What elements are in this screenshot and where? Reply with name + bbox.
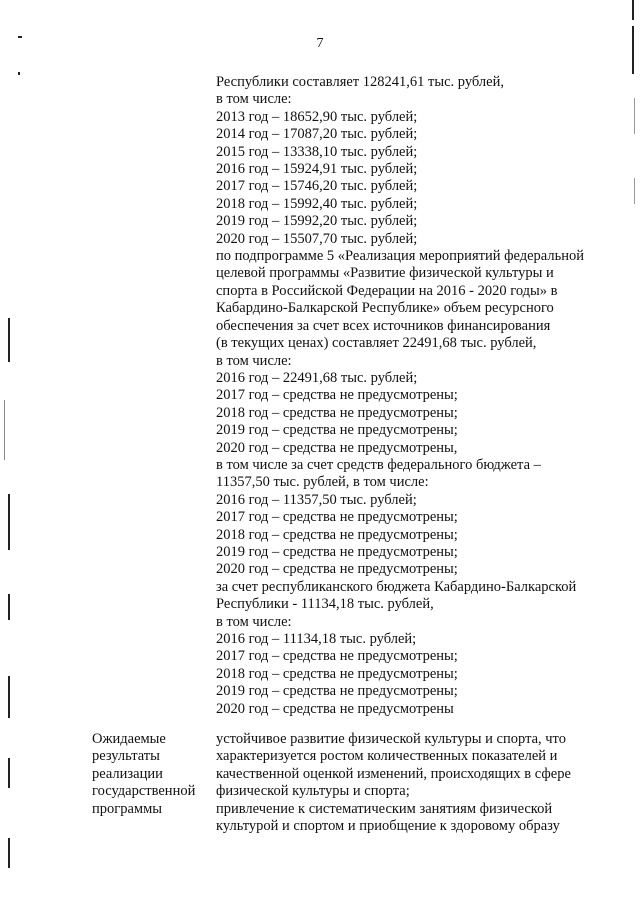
text-line: 2020 год – средства не предусмотрены; — [216, 561, 458, 578]
scan-mark — [8, 494, 10, 550]
scan-mark — [18, 36, 22, 38]
text-line: в том числе: — [216, 613, 292, 630]
text-line: качественной оценкой изменений, происходящих в сфере — [216, 765, 571, 782]
text-line: в том числе: — [216, 91, 292, 108]
text-line: 2016 год – 11357,50 тыс. рублей; — [216, 491, 417, 508]
scan-mark — [8, 594, 10, 620]
text-line: по подпрограмме 5 «Реализация мероприятий федеральной — [216, 248, 584, 265]
scan-mark — [632, 26, 634, 74]
scan-mark — [18, 72, 20, 75]
results-label — [92, 731, 212, 818]
text-line: 2018 год – средства не предусмотрены; — [216, 404, 458, 421]
text-line: 2019 год – 15992,20 тыс. рублей; — [216, 213, 418, 230]
text-line: 2016 год – 11134,18 тыс. рублей; — [216, 631, 417, 647]
text-line: 2015 год – 13338,10 тыс. рублей; — [216, 143, 418, 160]
scan-mark — [8, 318, 10, 362]
scan-mark — [632, 0, 634, 20]
scan-mark — [634, 98, 635, 134]
text-line: физической культуры и спорта; — [216, 783, 410, 800]
main-text-block — [216, 74, 616, 718]
text-line: 2018 год – средства не предусмотрены; — [216, 665, 458, 682]
label-line: Ожидаемые — [92, 731, 166, 747]
text-line: спорта в Российской Федерации на 2016 - 2020 годы» в — [216, 282, 558, 299]
text-line: 2018 год – 15992,40 тыс. рублей; — [216, 195, 418, 212]
text-line: устойчивое развитие физической культуры и спорта, что — [216, 731, 566, 747]
page-number: 7 — [316, 36, 324, 51]
text-line: Республики - 11134,18 тыс. рублей, — [216, 596, 434, 613]
text-line: 2019 год – средства не предусмотрены; — [216, 683, 458, 700]
label-line: реализации — [92, 765, 163, 782]
text-line: 2013 год – 18652,90 тыс. рублей; — [216, 108, 418, 125]
scan-mark — [8, 676, 10, 718]
text-line: привлечение к систематическим занятиям физической — [216, 800, 553, 817]
text-line: (в текущих ценах) составляет 22491,68 тыс. рублей, — [216, 335, 537, 352]
text-line: Кабардино-Балкарской Республике» объем ресурсного — [216, 300, 554, 317]
text-line: характеризуется ростом количественных показателей и — [216, 748, 558, 765]
text-line: 11357,50 тыс. рублей, в том числе: — [216, 474, 429, 491]
text-line: 2017 год – средства не предусмотрены; — [216, 648, 458, 665]
text-line: 2014 год – 17087,20 тыс. рублей; — [216, 126, 418, 143]
text-line: целевой программы «Развитие физической культуры и — [216, 265, 554, 282]
text-line: в том числе за счет средств федерального бюджета – — [216, 456, 541, 473]
text-line: 2020 год – средства не предусмотрены, — [216, 439, 458, 456]
text-line: обеспечения за счет всех источников финансирования — [216, 317, 551, 334]
text-line: 2018 год – средства не предусмотрены; — [216, 526, 458, 543]
text-line: 2017 год – 15746,20 тыс. рублей; — [216, 178, 418, 195]
scan-mark — [4, 400, 5, 460]
label-line: результаты — [92, 748, 160, 765]
text-line: 2020 год – средства не предусмотрены — [216, 700, 454, 717]
scan-mark — [8, 758, 10, 788]
scan-mark — [634, 178, 635, 204]
text-line: 2019 год – средства не предусмотрены; — [216, 543, 458, 560]
text-line: 2020 год – 15507,70 тыс. рублей; — [216, 230, 418, 247]
text-line: 2016 год – 22491,68 тыс. рублей; — [216, 369, 418, 386]
text-line: 2017 год – средства не предусмотрены; — [216, 387, 458, 404]
text-line: 2016 год – 15924,91 тыс. рублей; — [216, 161, 418, 178]
text-line: культурой и спортом и приобщение к здоровому образу — [216, 818, 560, 835]
text-line: 2017 год – средства не предусмотрены; — [216, 509, 458, 526]
scan-mark — [8, 838, 10, 868]
label-line: государственной — [92, 783, 196, 800]
text-line: 2019 год – средства не предусмотрены; — [216, 422, 458, 439]
text-line: за счет республиканского бюджета Кабардино-Балкарской — [216, 578, 577, 595]
text-line: Республики составляет 128241,61 тыс. рублей, — [216, 74, 504, 90]
text-line: в том числе: — [216, 352, 292, 369]
label-line: программы — [92, 800, 162, 817]
results-text — [216, 731, 626, 835]
